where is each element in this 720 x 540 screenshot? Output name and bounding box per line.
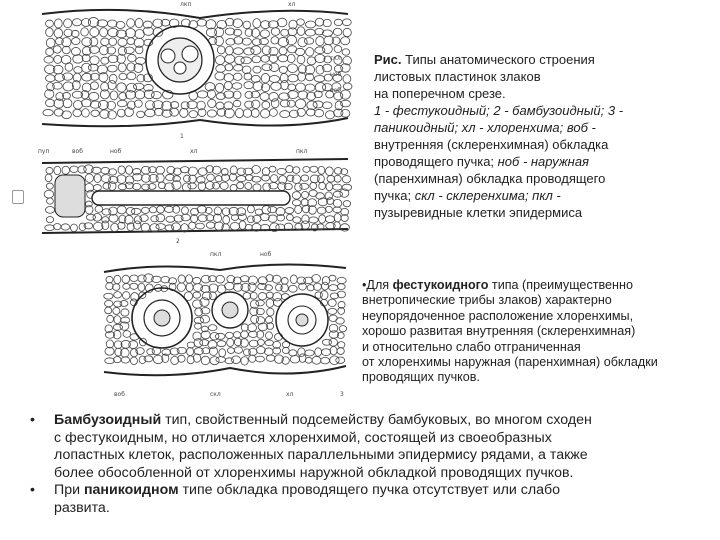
label-mid-1: воб	[72, 148, 83, 155]
caption-title: Рис.	[374, 52, 402, 67]
caption-xl: хл - хлоренхима; воб -	[461, 120, 596, 135]
label-num-2: 2	[176, 238, 180, 245]
caption-line-8: (паренхимная) обкладка проводящего	[374, 171, 606, 186]
caption-line-5	[374, 119, 674, 136]
figure-bambusoid	[30, 145, 360, 245]
bullet-1-bold: Бамбузоидный	[54, 412, 162, 428]
bullet-1-line-1	[54, 412, 710, 430]
label-mid-2: ноб	[110, 148, 122, 155]
label-mid-0: пуп	[38, 148, 50, 155]
caption-t2: паникоидный;	[374, 120, 462, 135]
bullet-1-text1: тип, свойственный подсемейству бамбуковых, во многом сходен	[161, 412, 592, 428]
label-mid-3: хл	[190, 148, 198, 155]
figure-panicoid	[100, 248, 350, 403]
caption-line-10: пузыревидные клетки эпидермиса	[374, 205, 583, 220]
caption-line-9	[374, 187, 674, 204]
figure-caption	[374, 51, 674, 221]
label-num-1: 1	[180, 133, 184, 140]
label-top-2: скл	[330, 55, 341, 62]
bullet-dot: •	[30, 482, 35, 499]
caption-t4: проводящего пучка;	[374, 154, 498, 169]
bullet-2-line-2: развита.	[54, 499, 110, 516]
label-bot-0: пкл	[210, 251, 222, 258]
note-line-2: внетропические трибы злаков) характерно	[362, 293, 612, 308]
bullet-list	[30, 412, 710, 518]
caption-line-7	[374, 153, 674, 170]
caption-line-4	[374, 102, 674, 119]
note-line-3: неупорядоченное расположение хлоренхимы,	[362, 308, 634, 323]
label-top-3: ноб	[330, 71, 342, 78]
label-top-0: лкп	[180, 1, 192, 8]
note-bold: фестукоидного	[392, 278, 489, 292]
caption-skl: скл - склеренхима; пкл -	[414, 188, 561, 203]
note-line-1	[362, 278, 718, 293]
caption-t6: пучка;	[374, 188, 415, 203]
label-top-1: хл	[288, 1, 296, 8]
caption-line1-text: Типы анатомического строения	[401, 52, 595, 67]
bullet-2-bold: паникоидном	[83, 482, 179, 499]
bullet-2-line-1	[54, 482, 710, 500]
label-top-4: воб	[330, 87, 341, 94]
caption-nob: ноб - наружная	[497, 154, 590, 169]
side-mark	[12, 190, 24, 204]
label-bot-1: ноб	[260, 251, 272, 258]
note-prefix: •Для	[362, 278, 393, 292]
bullet-2-prefix: При	[54, 482, 84, 499]
figure-festucoid	[30, 0, 360, 140]
label-num-3: 3	[340, 391, 344, 398]
bullet-1-line-2: с фестукоидным, но отличается хлоренхимой, состоящей из своеобразных	[54, 429, 552, 446]
bullet-1-line-3: лопастных клеток, расположенных параллельными эпидермису рядами, а также	[54, 447, 588, 464]
note-line-4: хорошо развитая внутренняя (склеренхимная)	[362, 324, 636, 339]
bullet-2-text1: типе обкладка проводящего пучка отсутствует или слабо	[178, 482, 561, 499]
label-bot-3: скл	[210, 391, 221, 398]
caption-line-2: листовых пластинок злаков	[374, 69, 541, 84]
note-line-6: от хлоренхимы наружная (паренхимная) обкладки	[362, 355, 658, 370]
caption-line-6: внутренняя (склеренхимная) обкладка	[374, 137, 609, 152]
label-bot-2: воб	[114, 391, 125, 398]
caption-line-1	[374, 51, 674, 68]
label-bot-4: хл	[286, 391, 294, 398]
bullet-dot: •	[30, 412, 35, 428]
bullet-bambusoid	[30, 412, 710, 482]
caption-types: 1 - фестукоидный; 2 - бамбузоидный; 3 -	[374, 103, 624, 118]
bullet-1-line-4: более обособленной от хлоренхимы наружной обкладкой проводящих пучков.	[54, 464, 574, 481]
festucoid-note	[362, 278, 718, 386]
caption-line-3: на поперечном срезе.	[374, 86, 506, 101]
note-line1-text: типа (преимущественно	[488, 278, 633, 292]
label-mid-4: пкл	[296, 148, 308, 155]
bullet-panicoid	[30, 482, 710, 517]
note-line-7: проводящих пучков.	[362, 370, 480, 385]
note-line-5: и относительно слабо отграниченная	[362, 339, 581, 354]
